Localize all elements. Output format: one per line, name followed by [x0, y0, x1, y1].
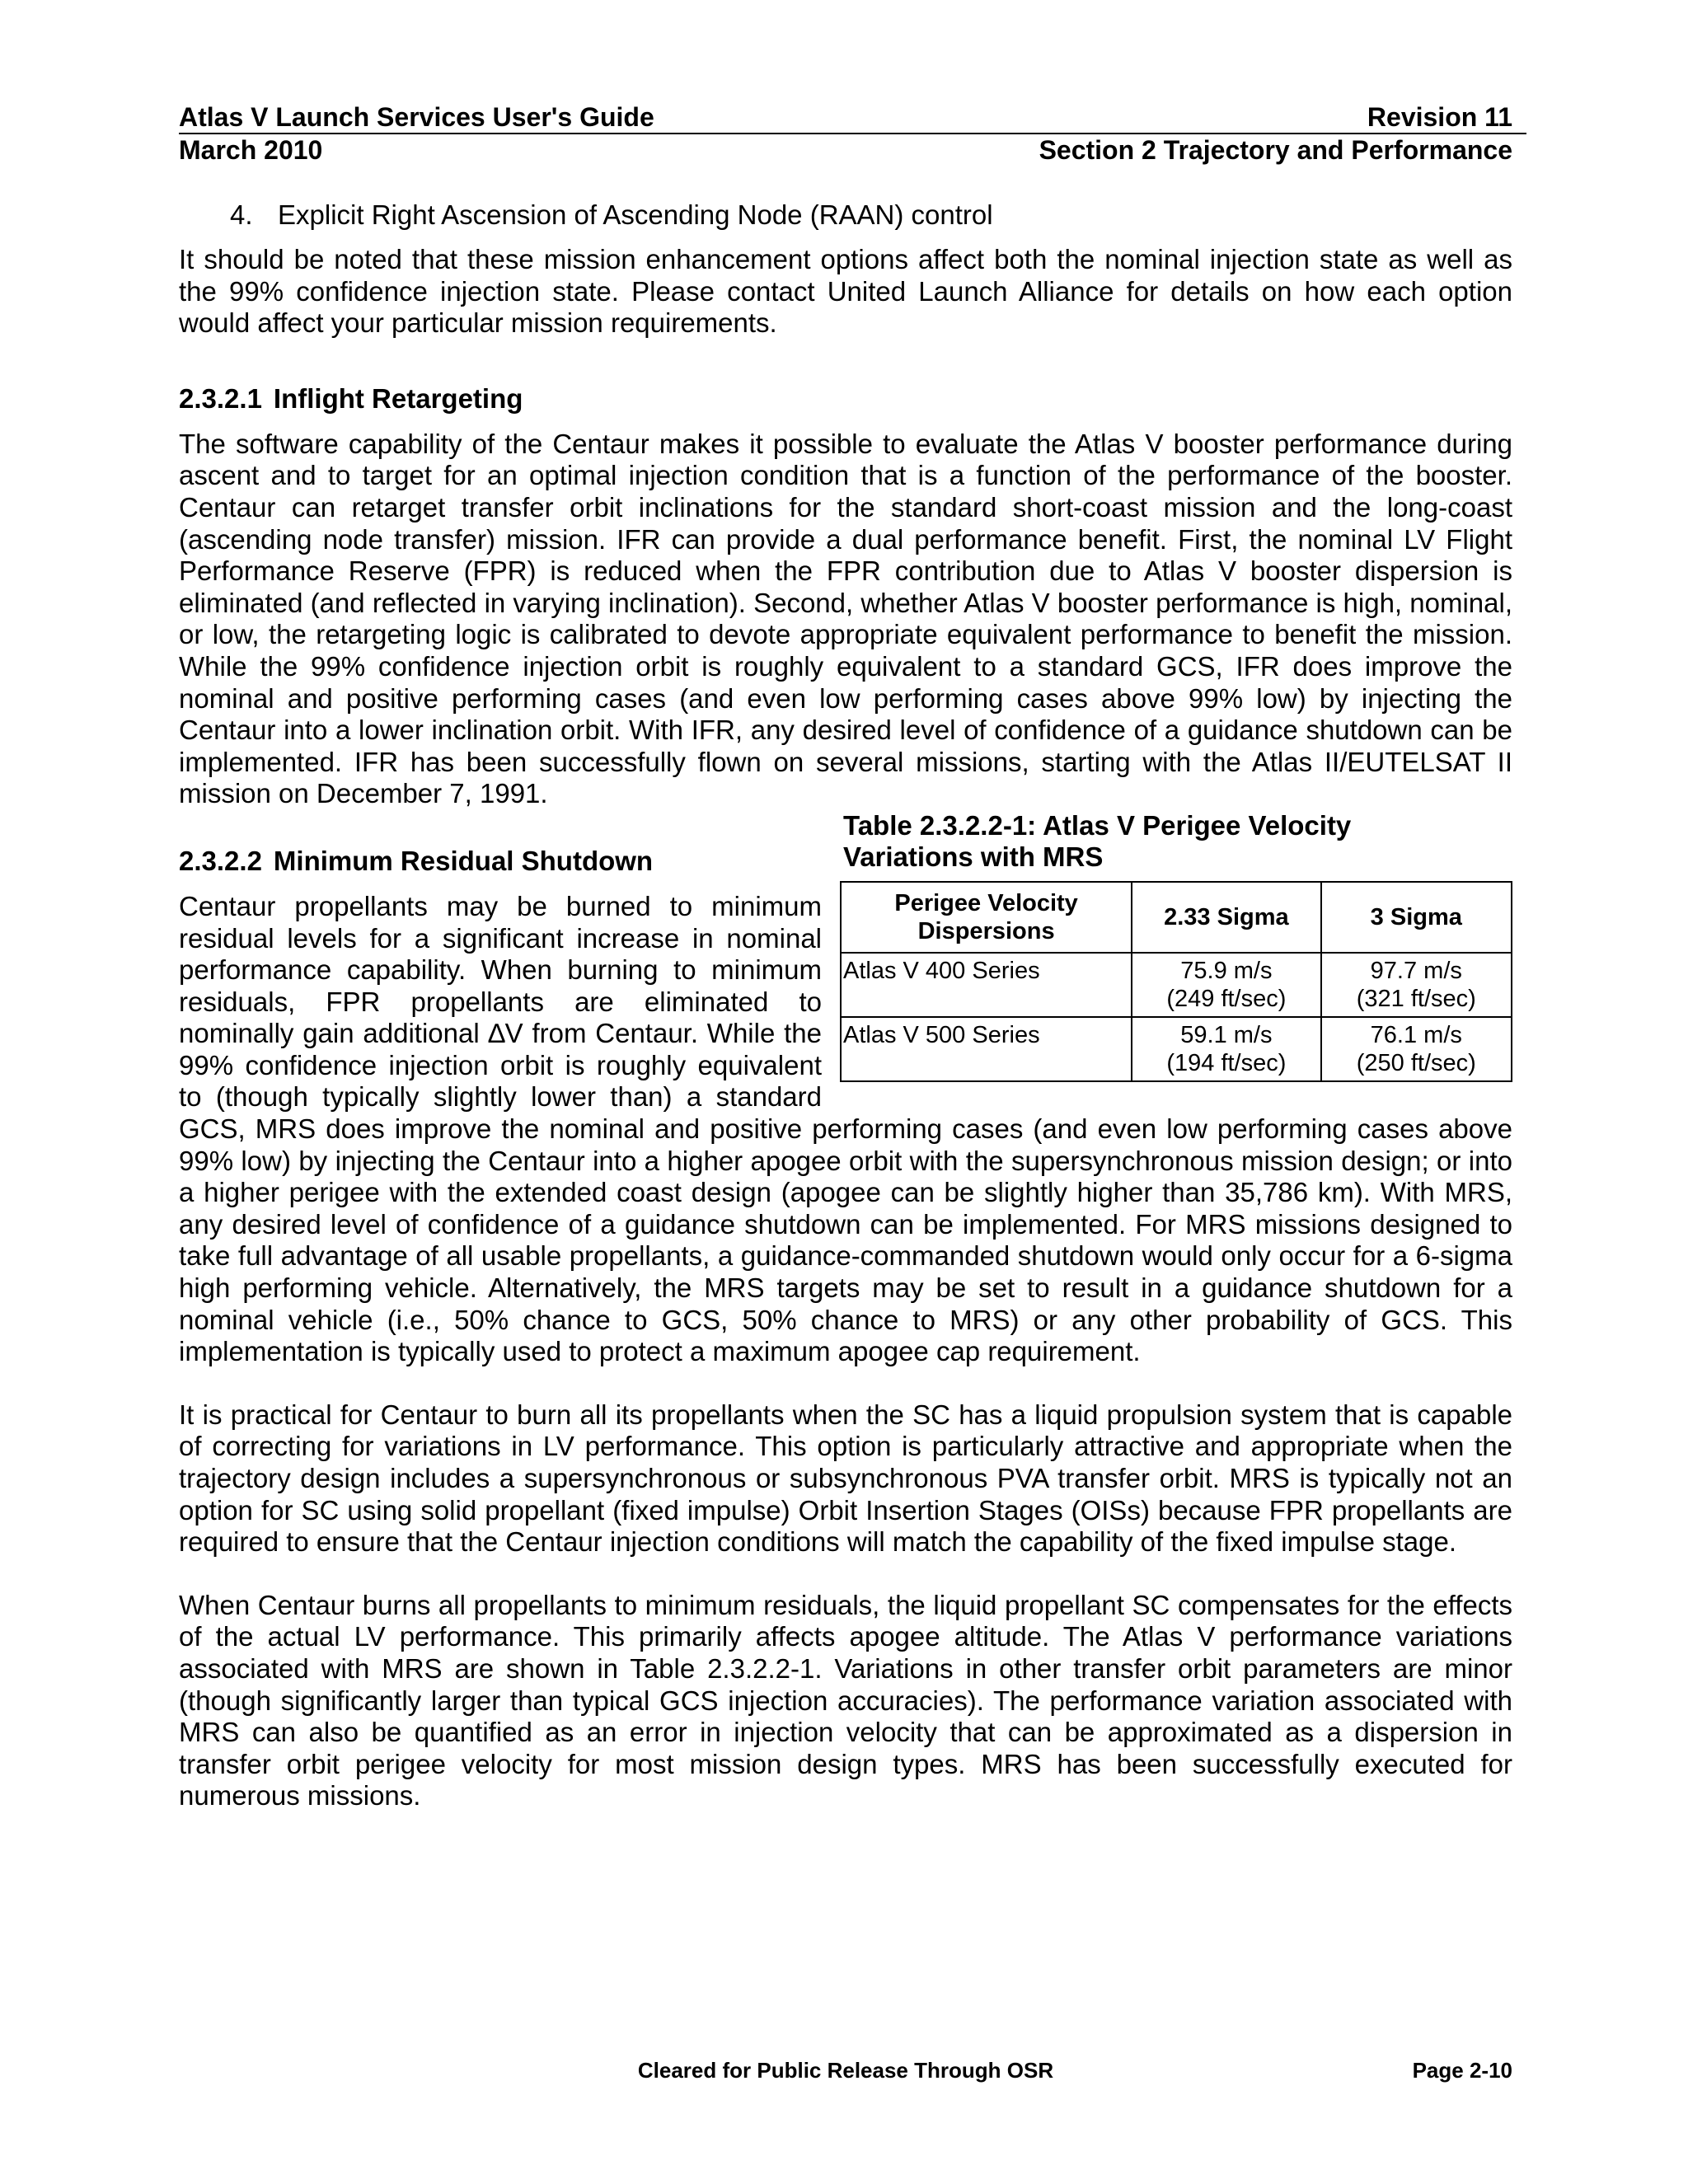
value-ms: 76.1 m/s	[1370, 1021, 1462, 1048]
table-header-3-sigma: 3 Sigma	[1321, 882, 1512, 953]
page-number: Page 2-10	[1412, 2058, 1512, 2083]
header-line: Perigee Velocity	[894, 889, 1078, 916]
value-ms: 97.7 m/s	[1370, 957, 1462, 984]
table-cell-3-sigma	[1321, 953, 1512, 1017]
release-notice: Cleared for Public Release Through OSR	[637, 2058, 1054, 2083]
table-cell-233-sigma	[1132, 953, 1320, 1017]
mrs-paragraph-2: It is practical for Centaur to burn all its propellants when the SC has a liquid propulsion system that is capable of correcting for variations in LV performance. This option is particularly attractive and appropriate when the trajectory design includes a supersynchronous or subsynchronous PVA transfer orbit. MRS is typically not an option for SC using solid propellant (fixed impulse) Orbit Insertion Stages (OISs) because FPR propellants are required to ensure that the Centaur injection conditions will match the capability of the fixed impulse stage.	[179, 1399, 1512, 1558]
perigee-velocity-table	[840, 881, 1512, 1082]
document-title: Atlas V Launch Services User's Guide	[179, 102, 654, 132]
value-fts: (321 ft/sec)	[1356, 985, 1476, 1012]
value-fts: (249 ft/sec)	[1166, 985, 1287, 1012]
mrs-paragraph-3: When Centaur burns all propellants to minimum residuals, the liquid propellant SC compensates for the effects of the actual LV performance. This primarily affects apogee altitude. The Atlas V performance variations associated with MRS are shown in Table 2.3.2.2-1. Variations in other transfer orbit parameters are minor (though significantly larger than typical GCS injection accuracies). The performance variation associated with MRS can also be quantified as an error in injection velocity that can be approximated as a dispersion in transfer orbit perigee velocity for most mission design types. MRS has been successfully executed for numerous missions.	[179, 1589, 1512, 1811]
ifr-paragraph: The software capability of the Centaur makes it possible to evaluate the Atlas V booster performance during ascent and to target for an optimal injection condition that is a function of the performance of the booster. Centaur can retarget transfer orbit inclinations for the standard short-coast mission and the long-coast (ascending node transfer) mission. IFR can provide a dual performance benefit. First, the nominal LV Flight Performance Reserve (FPR) is reduced when the FPR contribution due to Atlas V booster dispersion is eliminated (and reflected in varying inclination). Second, whether Atlas V booster performance is high, nominal, or low, the retargeting logic is calibrated to devote appropriate equivalent performance to benefit the mission. While the 99% confidence injection orbit is roughly equivalent to a standard GCS, IFR does improve the nominal and positive performing cases (and even low performing cases above 99% low) by injecting the Centaur into a lower inclination orbit. With IFR, any desired level of confidence of a guidance shutdown can be implemented. IFR has been successfully flown on several missions, starting with the Atlas II/EUTELSAT II mission on December 7, 1991.	[179, 428, 1512, 809]
table-cell-233-sigma	[1132, 1017, 1320, 1081]
table-cell-3-sigma	[1321, 1017, 1512, 1081]
list-item-text: Explicit Right Ascension of Ascending Node (RAAN) control	[278, 199, 993, 230]
value-fts: (250 ft/sec)	[1356, 1049, 1476, 1076]
header-row-top	[179, 101, 1512, 134]
mrs-paragraph-1: Centaur propellants may be burned to minimum residual levels for a significant increase in nominal performance capability. When burning to minimum residuals, FPR propellants are eliminated to nominally gain additional ∆V from Centaur. While the 99% confidence injection orbit is roughly equivalent to (though typically slightly lower than) a standard GCS, MRS does improve the nominal and positive performing cases (and even low performing cases above 99% low) by injecting the Centaur into a higher apogee orbit with the supersynchronous mission design; or into a higher perigee with the extended coast design (apogee can be slightly higher than 35,786 km). With MRS, any desired level of confidence of a guidance shutdown can be implemented. For MRS missions designed to take full advantage of all usable propellants, a guidance-commanded shutdown would only occur for a 6-sigma high performing vehicle. Alternatively, the MRS targets may be set to result in a guidance shutdown for a nominal vehicle (i.e., 50% chance to GCS, 50% chance to MRS) or any other probability of GCS. This implementation is typically used to protect a maximum apogee cap requirement.	[179, 890, 1512, 1367]
value-ms: 59.1 m/s	[1180, 1021, 1273, 1048]
page-content	[179, 199, 1512, 1812]
header-row-bottom	[179, 134, 1512, 166]
section-number: 2.3.2.2	[179, 845, 262, 876]
page-header	[179, 101, 1512, 166]
table-row	[841, 953, 1512, 1017]
table-row	[841, 1017, 1512, 1081]
table-caption-line1: Table 2.3.2.2-1: Atlas V Perigee Velocity	[843, 809, 1352, 841]
table-cell-series: Atlas V 400 Series	[841, 953, 1132, 1017]
table-header-dispersions	[841, 882, 1132, 953]
section-title: Minimum Residual Shutdown	[273, 845, 654, 876]
table-caption-line2: Variations with MRS	[843, 841, 1104, 872]
table-cell-series: Atlas V 500 Series	[841, 1017, 1132, 1081]
section-label: Section 2 Trajectory and Performance	[1039, 135, 1512, 165]
value-fts: (194 ft/sec)	[1166, 1049, 1287, 1076]
list-item	[230, 199, 1512, 232]
header-line: Dispersions	[917, 917, 1055, 944]
header-divider	[179, 133, 1526, 134]
section-number: 2.3.2.1	[179, 382, 262, 414]
section-heading-ifr	[179, 382, 1512, 415]
document-date: March 2010	[179, 135, 323, 165]
table-caption	[840, 810, 1512, 873]
list-item-number: 4.	[230, 199, 253, 230]
paragraph-spacer	[179, 1368, 1512, 1399]
table-header-233-sigma: 2.33 Sigma	[1132, 882, 1320, 953]
section-title: Inflight Retargeting	[273, 382, 523, 414]
revision-label: Revision 11	[1367, 102, 1512, 132]
perigee-velocity-table-block	[840, 810, 1512, 1082]
intro-paragraph: It should be noted that these mission enhancement options affect both the nominal injection state as well as the 99% confidence injection state. Please contact United Launch Alliance for details on how each option would affect your particular mission requirements.	[179, 244, 1512, 339]
paragraph-spacer	[179, 1558, 1512, 1590]
value-ms: 75.9 m/s	[1180, 957, 1273, 984]
table-header-row	[841, 882, 1512, 953]
